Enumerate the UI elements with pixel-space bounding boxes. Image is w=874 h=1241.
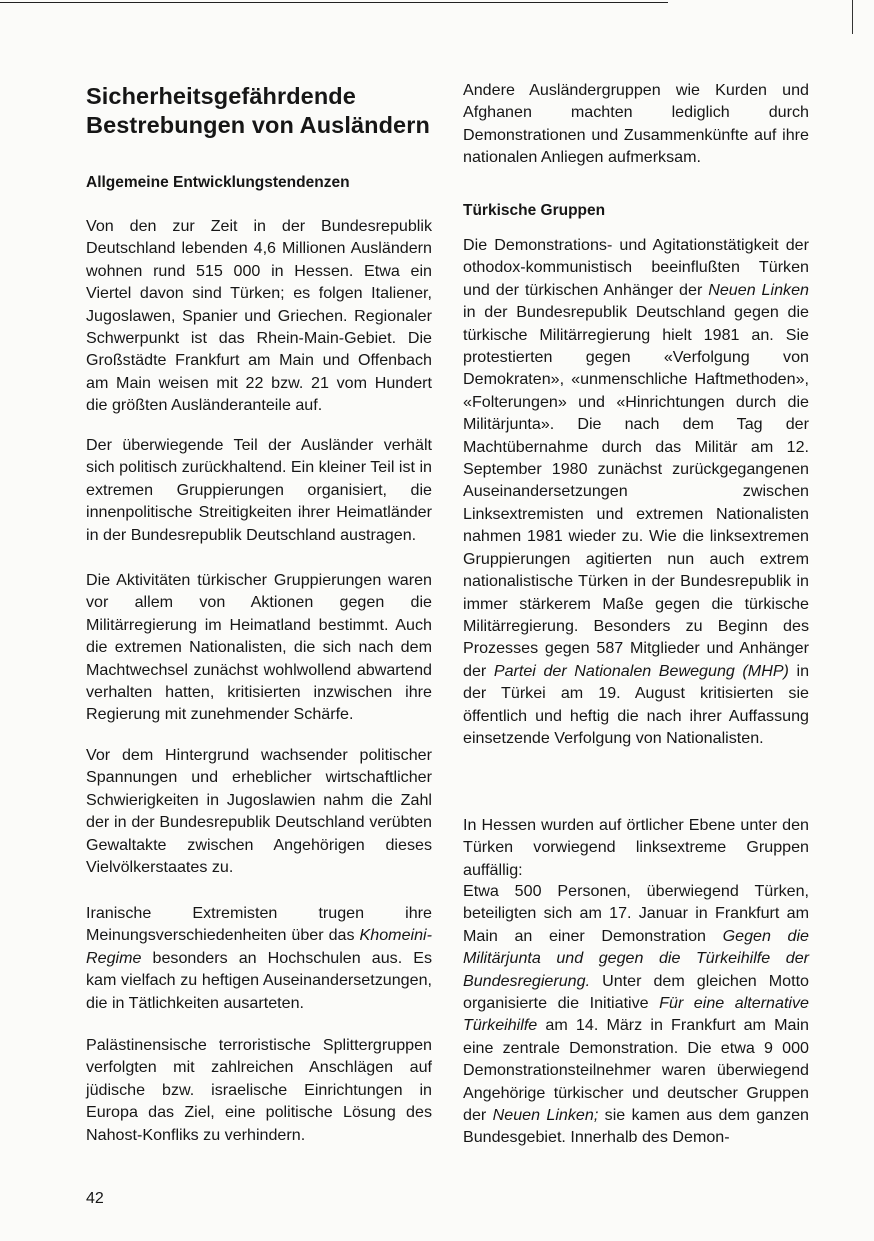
emphasis-text: Khomeini-Regime <box>86 926 432 967</box>
right-paragraph <box>463 234 809 749</box>
text-run: in der Bundesrepublik Deutschland gegen die türkische Militärregierung hielt 1981 an. Sie protestierten gegen «Verfolgung von Demokraten», «unmenschliche Haftmethoden», «Folterungen» und «Hinrichtungen durch die Militärjunta». Die nach dem Tag der Machtübernahme durch das Militär am 12. September 1980 zunächst zurückgegangenen Auseinandersetzungen zwischen Linksextremisten und extremen Nationalisten nahmen 1981 wieder zu. Wie die linksextremen Gruppierungen agitierten nun auch extrem nationalistische Türken in der Bundesrepublik in immer stärkerem Maße gegen die türkische Militärregierung. Besonders zu Beginn des Prozesses gegen 587 Mitglieder und Anhänger der <box>463 303 809 680</box>
right-section-heading: Türkische Gruppen <box>463 202 606 219</box>
text-run: Etwa 500 Personen, überwiegend Türken, beteiligten sich am 17. Januar in Frankfurt am Main an einer Demonstration <box>463 882 809 945</box>
text-run: in der Türkei am 19. August kritisierten sie öffentlich und heftig die nach ihrer Auffassung einsetzende Verfolgung von Nationalisten. <box>463 661 810 747</box>
text-run: besonders an Hochschulen aus. Es kam vielfach zu heftigen Auseinandersetzungen, die in Tätlichkeiten ausarteten. <box>86 948 432 1012</box>
text-run: am 14. März in Frankfurt am Main eine zentrale Demonstration. Die etwa 9 000 Demonstrationsteilnehmer waren überwiegend Angehörige türkischer und deutscher Gruppen der <box>463 1016 809 1125</box>
left-paragraph: Der überwiegende Teil der Ausländer verhält sich politisch zurückhaltend. Ein kleiner Teil ist in extremen Gruppierungen organisiert, die innenpolitische Streitigkeiten ihrer Heimatländer in der Bundesrepublik Deutschland austragen. <box>86 436 432 544</box>
text-run: Iranische Extremisten trugen ihre Meinungsverschiedenheiten über das <box>86 904 432 945</box>
page-number: 42 <box>86 1190 104 1207</box>
right-edge-rule <box>852 0 853 34</box>
left-paragraph: Die Aktivitäten türkischer Gruppierungen waren vor allem von Aktionen gegen die Militärregierung im Heimatland bestimmt. Auch die extremen Nationalisten, die sich nach dem Machtwechsel zunächst wohlwollend abwartend verhalten hatten, kritisierten inzwischen ihre Regierung mit zunehmender Schärfe. <box>86 571 432 724</box>
emphasis-text: Partei der Nationalen Bewegung (MHP) <box>493 661 789 680</box>
emphasis-text: Neuen Linken <box>708 280 809 299</box>
right-intro-paragraph: Andere Ausländergruppen wie Kurden und Afghanen machten lediglich durch Demonstrationen und Zusammenkünfte auf ihre nationalen Anliegen aufmerksam. <box>463 81 809 167</box>
right-paragraph: In Hessen wurden auf örtlicher Ebene unter den Türken vorwiegend linksextreme Gruppen auffällig: <box>463 816 809 879</box>
text-run: sie kamen aus dem ganzen Bundesgebiet. Innerhalb des Demon- <box>463 1106 810 1147</box>
left-paragraph <box>86 902 432 1014</box>
top-rule <box>0 2 668 3</box>
left-paragraph: Palästinensische terroristische Splittergruppen verfolgten mit zahlreichen Anschlägen auf jüdische bzw. israelische Einrichtungen in Europa das Ziel, eine politische Lösung des Nahost-Konfliks zu verhindern. <box>86 1036 432 1144</box>
emphasis-text: Für eine alternative Türkeihilfe <box>463 994 810 1035</box>
text-run: Unter dem gleichen Motto organisierte die Initiative <box>463 971 809 1013</box>
page-title: Sicherheitsgefährdende Bestrebungen von Ausländern <box>86 83 430 138</box>
text-run: Die Demonstrations- und Agitationstätigkeit der othodox-kommunistisch beeinflußten Türken und der türkischen Anhänger der <box>463 236 809 299</box>
emphasis-text: Neuen Linken; <box>492 1106 599 1125</box>
left-paragraph: Von den zur Zeit in der Bundesrepublik Deutschland lebenden 4,6 Millionen Ausländern wohnen rund 515 000 in Hessen. Etwa ein Viertel davon sind Türken; es folgen Italiener, Jugoslawen, Spanier und Griechen. Regionaler Schwerpunkt ist das Rhein-Main-Gebiet. Die Großstädte Frankfurt am Main und Offenbach am Main weisen mit 22 bzw. 21 vom Hundert die größten Ausländeranteile auf. <box>86 217 432 415</box>
left-paragraph: Vor dem Hintergrund wachsender politischer Spannungen und erheblicher wirtschaftlicher Schwierigkeiten in Jugoslawien nahm die Zahl der in der Bundesrepublik Deutschland verübten Gewaltakte zwischen Angehörigen dieses Vielvölkerstaates zu. <box>86 746 432 877</box>
right-paragraph <box>463 880 809 1149</box>
left-section-heading: Allgemeine Entwicklungstendenzen <box>86 174 350 191</box>
emphasis-text: Gegen die Militärjunta und gegen die Türkeihilfe der Bundesregierung. <box>463 926 809 990</box>
